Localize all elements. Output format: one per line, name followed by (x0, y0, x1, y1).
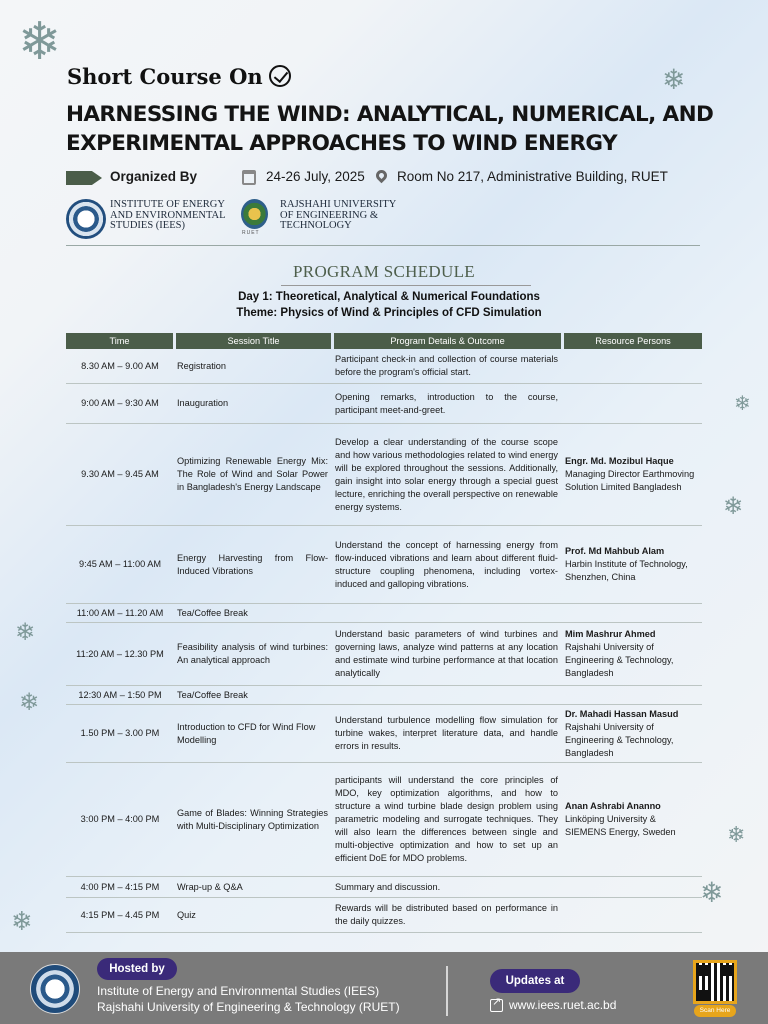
session-cell: Game of Blades: Winning Strategies with Multi-Disciplinary Optimization (173, 762, 331, 876)
session-cell: Registration (177, 360, 227, 371)
details-cell: Opening remarks, introduction to the course, participant meet-and-greet. (331, 383, 561, 423)
details-cell: Summary and discussion. (331, 876, 561, 897)
column-header: Program Details & Outcome (331, 333, 561, 349)
person-cell (561, 622, 702, 685)
details-cell: Participant check-in and collection of course materials before the program's official start. (335, 354, 558, 377)
snowflake-icon: ❄ (723, 492, 744, 520)
snowflake-icon: ❄ (11, 907, 33, 937)
table-row (66, 423, 702, 525)
host-line-1: Institute of Energy and Environmental Studies (IEES) (97, 984, 380, 998)
details-cell: Develop a clear understanding of the course scope and how various methodologies related to wind energy will be explored throughout the sessions. Additionally, gain insight into solar energy through a special guest lecture, enriching the overall perspective on renewable energy systems. (331, 423, 561, 525)
host-line-2: Rajshahi University of Engineering & Technology (RUET) (97, 1000, 400, 1014)
person-cell (561, 603, 702, 622)
details-cell: participants will understand the core principles of MDO, key optimization algorithms, and how to structure a wind turbine blade design problem using parametric modeling and surrogate techniques. They will also learn the differences between single and multi-objective optimization and how to set up an efficient DoE for MDO problems. (331, 762, 561, 876)
person-cell (561, 383, 702, 423)
iees-name: INSTITUTE OF ENERGY AND ENVIRONMENTAL STUDIES (IEES) (110, 199, 226, 231)
updates-badge: Updates at (490, 969, 580, 993)
person-cell (561, 423, 702, 525)
snowflake-icon: ❄ (734, 391, 751, 415)
divider (281, 285, 531, 286)
snowflake-icon: ❄ (700, 876, 724, 909)
time-cell: 4:00 PM – 4:15 PM (66, 876, 173, 897)
table-row (66, 603, 702, 622)
session-cell: Feasibility analysis of wind turbines: An analytical approach (173, 622, 331, 685)
snowflake-icon: ❄ (19, 688, 40, 716)
person-info: Managing Director Earthmoving Solution Limited Bangladesh (565, 469, 695, 492)
details-cell: Rewards will be distributed based on performance in the daily quizzes. (331, 897, 561, 933)
organizer-row (66, 168, 746, 188)
person-name: Anan Ashrabi Ananno (565, 801, 661, 811)
person-name: Prof. Md Mahbub Alam (565, 546, 665, 556)
time-cell: 1.50 PM – 3.00 PM (66, 704, 173, 762)
snowflake-icon: ❄ (15, 618, 36, 646)
iees-footer-logo (30, 964, 80, 1014)
table-row (66, 525, 702, 603)
snowflake-icon: ❄ (727, 823, 746, 848)
scan-here-label: Scan Here (694, 1005, 736, 1017)
person-name: Mim Mashrur Ahmed (565, 629, 656, 639)
details-cell (331, 603, 561, 622)
table-row (66, 622, 702, 685)
column-header: Session Title (173, 333, 331, 349)
person-name: Dr. Mahadi Hassan Masud (565, 708, 679, 719)
event-date: 24-26 July, 2025 (266, 169, 365, 184)
session-cell: Quiz (173, 897, 331, 933)
table-header-row (66, 333, 702, 349)
schedule-title: PROGRAM SCHEDULE (293, 262, 475, 281)
calendar-icon (242, 170, 256, 185)
person-info: Rajshahi University of Engineering & Technology, Bangladesh (565, 721, 674, 758)
session-cell: Introduction to CFD for Wind Flow Modelling (173, 704, 331, 762)
details-cell (331, 685, 561, 704)
session-cell: Optimizing Renewable Energy Mix: The Role of Wind and Solar Power in Bangladesh's Energy Landscape (173, 423, 331, 525)
hosted-by-badge: Hosted by (97, 958, 177, 980)
session-cell: Wrap-up & Q&A (173, 876, 331, 897)
person-info: Linköping University & SIEMENS Energy, Sweden (565, 814, 676, 837)
ruet-logo (241, 199, 268, 229)
table-row (66, 349, 702, 383)
session-cell: Tea/Coffee Break (173, 685, 331, 704)
theme-heading: Theme: Physics of Wind & Principles of CFD Simulation (236, 307, 542, 319)
ruet-name: RAJSHAHI UNIVERSITY OF ENGINEERING & TECHNOLOGY (280, 199, 396, 231)
person-cell (561, 525, 702, 603)
column-header: Time (66, 333, 173, 349)
arrow-tag-icon (66, 171, 102, 185)
ruet-logo-tag: RUET (242, 230, 260, 236)
time-cell: 9:45 AM – 11:00 AM (66, 525, 173, 603)
external-link-icon (490, 999, 503, 1012)
snowflake-icon: ❄ (18, 12, 62, 72)
time-cell: 4:15 PM – 4.45 PM (66, 897, 173, 933)
person-cell (561, 349, 702, 383)
organized-by-label: Organized By (110, 169, 198, 184)
table-row (66, 383, 702, 423)
person-cell (561, 876, 702, 897)
iees-logo (66, 199, 106, 239)
snowflake-icon: ❄ (662, 63, 686, 96)
person-cell (561, 897, 702, 933)
location-pin-icon (374, 168, 390, 184)
person-name: Engr. Md. Mozibul Haque (565, 456, 674, 466)
footer-divider (446, 966, 448, 1016)
time-cell: 3:00 PM – 4:00 PM (66, 762, 173, 876)
session-cell: Energy Harvesting from Flow-Induced Vibrations (173, 525, 331, 603)
qr-code-icon[interactable] (693, 960, 737, 1004)
details-cell: Understand the concept of harnessing energy from flow-induced vibrations and learn about different fluid-structure coupling phenomena, including vortex-induced and galloping vibrations. (331, 525, 561, 603)
table-row (66, 704, 702, 762)
column-header: Resource Persons (561, 333, 702, 349)
details-cell: Understand basic parameters of wind turbines and governing laws, analyze wind patterns at any location and estimate wind turbine performance at that location analytically (331, 622, 561, 685)
person-info: Rajshahi University of Engineering & Technology, Bangladesh (565, 642, 674, 678)
person-cell (561, 685, 702, 704)
person-cell (561, 762, 702, 876)
table-row (66, 685, 702, 704)
check-circle-icon (269, 65, 291, 87)
course-label: Short Course On (67, 64, 291, 89)
time-cell: 9:00 AM – 9:30 AM (66, 383, 173, 423)
details-cell: Understand turbulence modelling flow simulation for turbine wakes, interpret literature data, and handle errors in results. (331, 704, 561, 762)
time-cell: 8.30 AM – 9.00 AM (81, 360, 159, 371)
time-cell: 12:30 AM – 1:50 PM (66, 685, 173, 704)
session-cell: Inauguration (173, 383, 331, 423)
event-venue: Room No 217, Administrative Building, RUET (397, 169, 668, 184)
person-cell (561, 704, 702, 762)
divider (66, 245, 700, 246)
table-row (66, 762, 702, 876)
table-row (66, 876, 702, 897)
schedule-table (66, 333, 702, 933)
time-cell: 11:00 AM – 11.20 AM (66, 603, 173, 622)
course-title: HARNESSING THE WIND: ANALYTICAL, NUMERICAL, AND EXPERIMENTAL APPROACHES TO WIND ENERGY (66, 102, 714, 156)
day-heading: Day 1: Theoretical, Analytical & Numerical Foundations (238, 291, 540, 303)
time-cell: 11:20 AM – 12.30 PM (66, 622, 173, 685)
website-link[interactable]: www.iees.ruet.ac.bd (509, 998, 617, 1012)
time-cell: 9.30 AM – 9.45 AM (66, 423, 173, 525)
session-cell: Tea/Coffee Break (173, 603, 331, 622)
table-row (66, 897, 702, 933)
person-info: Harbin Institute of Technology, Shenzhen, China (565, 559, 688, 582)
